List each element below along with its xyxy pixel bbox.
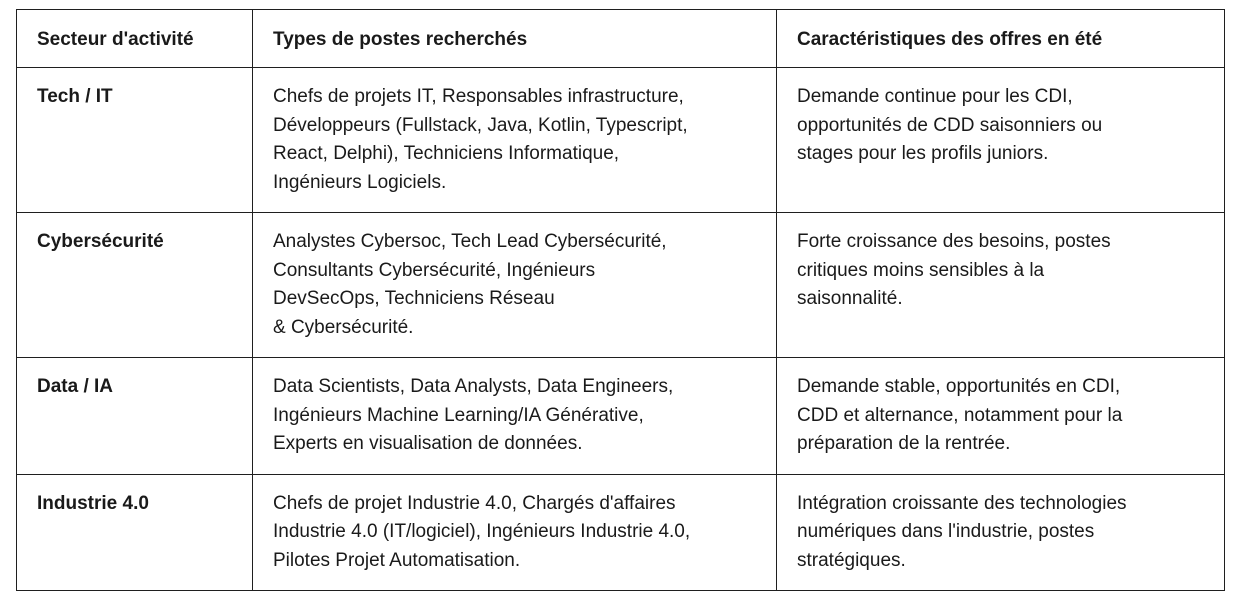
text-line: numériques dans l'industrie, postes [797, 521, 1095, 542]
text-line: Chefs de projet Industrie 4.0, Chargés d'affaires [273, 492, 676, 514]
header-postes: Types de postes recherchés [253, 10, 777, 68]
table-row [17, 213, 1225, 358]
header-secteur: Secteur d'activité [17, 10, 253, 68]
cell-postes [253, 213, 777, 358]
text-line: Analystes Cybersoc, Tech Lead Cybersécurité, [273, 231, 667, 252]
cell-sector: Industrie 4.0 [17, 474, 253, 591]
text-line: Demande continue pour les CDI, [797, 86, 1073, 107]
cell-caracteristiques [777, 474, 1225, 591]
text-line: Intégration croissante des technologies [797, 492, 1127, 514]
table-row [17, 474, 1225, 591]
jobs-table [16, 9, 1225, 591]
text-line: Data Scientists, Data Analysts, Data Engineers, [273, 376, 674, 397]
text-line: Demande stable, opportunités en CDI, [797, 376, 1121, 397]
cell-postes [253, 474, 777, 591]
cell-caracteristiques [777, 358, 1225, 475]
text-line: & Cybersécurité. [273, 316, 414, 338]
text-line: préparation de la rentrée. [797, 433, 1011, 454]
text-line: DevSecOps, Techniciens Réseau [273, 288, 555, 309]
cell-sector: Data / IA [17, 358, 253, 475]
text-line: Forte croissance des besoins, postes [797, 231, 1111, 252]
text-line: Ingénieurs Logiciels. [273, 171, 447, 193]
table-row [17, 68, 1225, 213]
text-line: Consultants Cybersécurité, Ingénieurs [273, 259, 596, 281]
text-line: critiques moins sensibles à la [797, 259, 1045, 281]
text-line: Développeurs (Fullstack, Java, Kotlin, Typescript, [273, 114, 688, 136]
table-header-row [17, 10, 1225, 68]
text-line: Pilotes Projet Automatisation. [273, 549, 521, 571]
cell-postes [253, 68, 777, 213]
table-row [17, 358, 1225, 475]
text-line: CDD et alternance, notamment pour la [797, 404, 1123, 426]
header-caracteristiques: Caractéristiques des offres en été [777, 10, 1225, 68]
text-line: stratégiques. [797, 549, 906, 571]
cell-caracteristiques [777, 213, 1225, 358]
cell-sector: Tech / IT [17, 68, 253, 213]
text-line: stages pour les profils juniors. [797, 143, 1049, 164]
text-line: opportunités de CDD saisonniers ou [797, 114, 1103, 136]
text-line: Ingénieurs Machine Learning/IA Générative, [273, 404, 644, 426]
cell-sector: Cybersécurité [17, 213, 253, 358]
cell-postes [253, 358, 777, 475]
text-line: Chefs de projets IT, Responsables infrastructure, [273, 86, 684, 107]
text-line: saisonnalité. [797, 288, 903, 309]
cell-caracteristiques [777, 68, 1225, 213]
text-line: Experts en visualisation de données. [273, 433, 583, 454]
text-line: React, Delphi), Techniciens Informatique, [273, 143, 620, 164]
text-line: Industrie 4.0 (IT/logiciel), Ingénieurs Industrie 4.0, [273, 521, 691, 542]
